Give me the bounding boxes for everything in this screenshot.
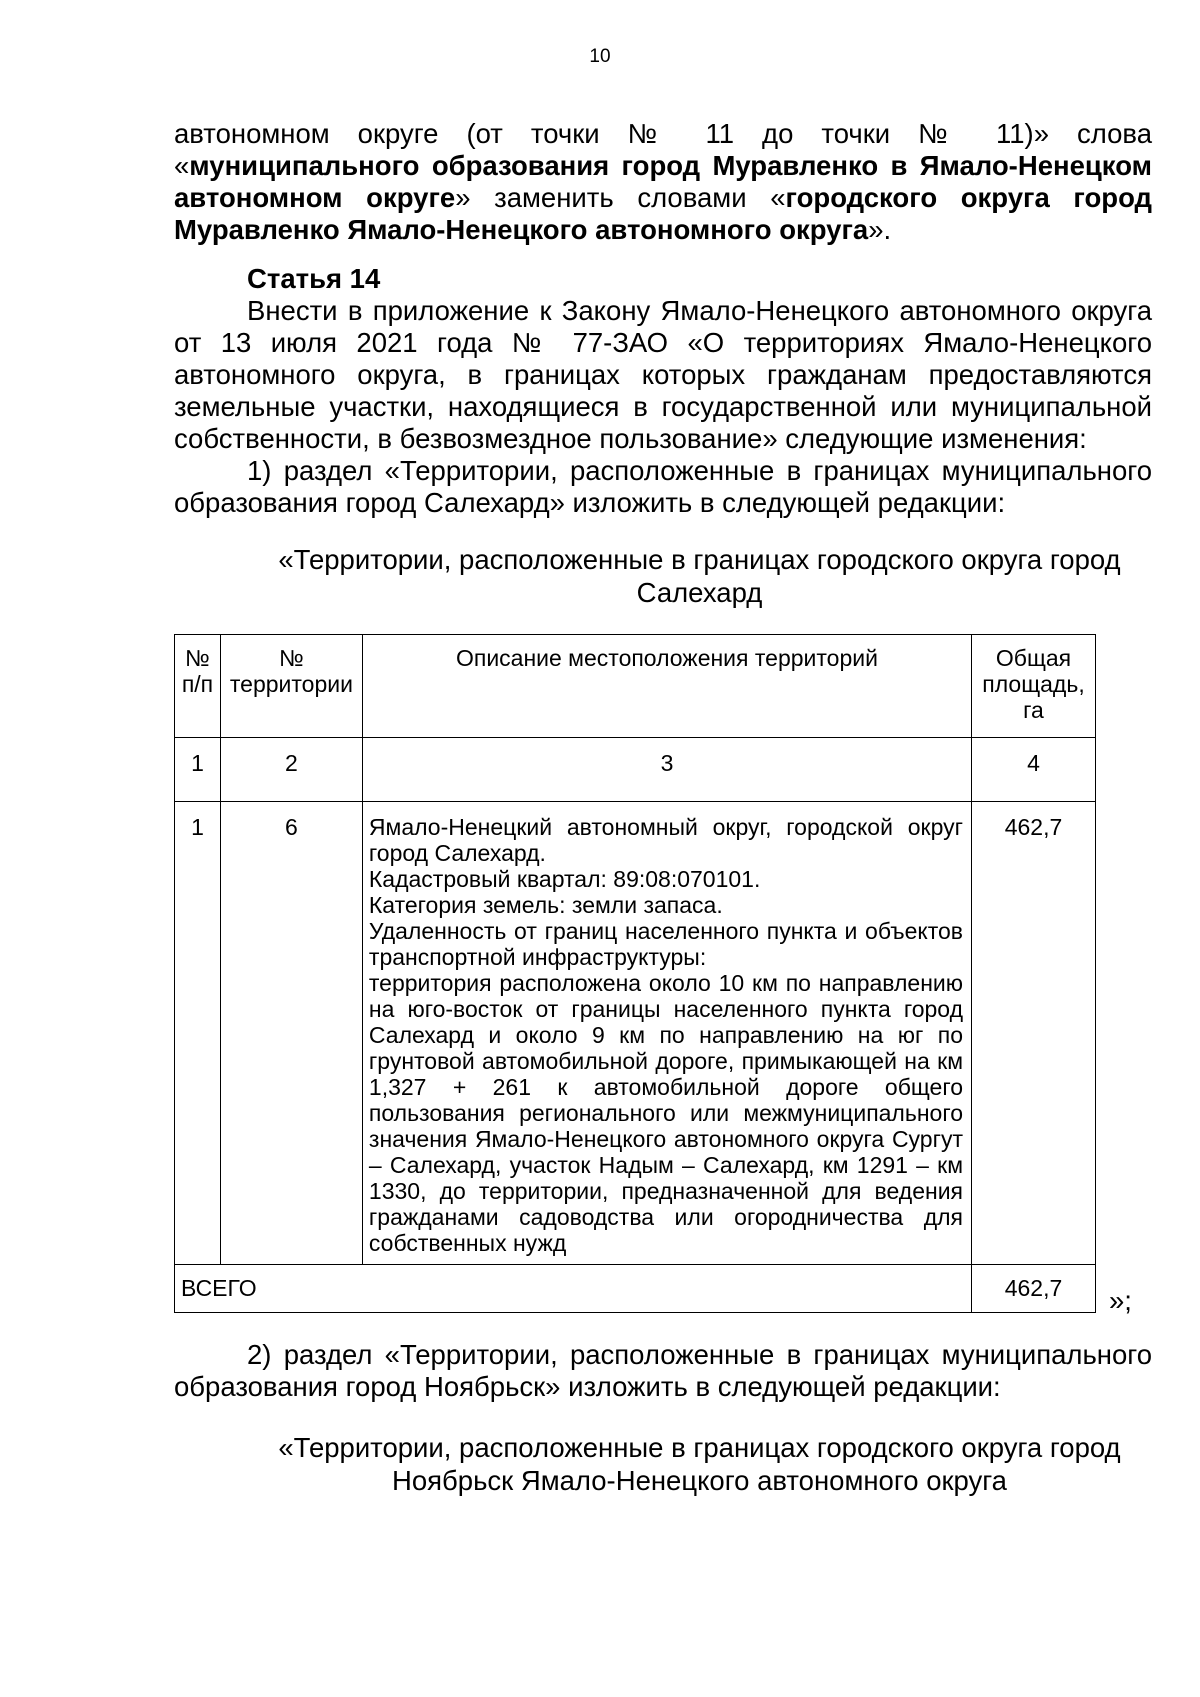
description-cell [362,802,971,1265]
item-2-text: 2) раздел «Территории, расположенные в границах муниципального образования город Ноябрьск» изложить в следующей редакции: [174,1339,1152,1402]
intro-paragraph [174,118,1152,246]
item-1-text: 1) раздел «Территории, расположенные в границах муниципального образования город Салехард» изложить в следующей редакции: [174,455,1152,518]
column-number-cell: 4 [972,738,1096,802]
section-1-title: «Территории, расположенные в границах городского округа город Салехард [278,544,1121,608]
description-line: территория расположена около 10 км по направлению на юго-восток от границы населенного пункта город Салехард и около 9 км по направлению на юг по грунтовой автомобильной дороге, примыкающей на км 1,327 + 261 к автомобильной дороге общего пользования регионального или межмуниципального значения Ямало-Ненецкого автономного округа Сургут – Салехард, участок Надым – Салехард, км 1291 – км 1330, до территории, предназначенной для ведения гражданами садоводства или огородничества для собственных нужд [368,970,964,1256]
header-area: Общая площадь, га [972,635,1096,738]
page-number: 10 [589,46,611,67]
header-row-number: № п/п [175,635,221,738]
column-number-cell: 2 [220,738,362,802]
article-text: Внести в приложение к Закону Ямало-Ненецкого автономного округа от 13 июля 2021 года № 77-ЗАО «О территориях Ямало-Ненецкого автономного округа, в границах которых гражданам предоставляются земельные участки, находящиеся в государственной или муниципальной собственности, в безвозмездное пользование» следующие изменения: [174,295,1152,454]
table-row [175,802,1096,1265]
table-closing-quote: »; [1109,1285,1132,1316]
table-wrapper [174,634,1152,1316]
section-2-title: «Территории, расположенные в границах городского округа город Ноябрьск Ямало-Ненецкого автономного округа [278,1432,1121,1496]
intro-text-2: » заменить словами « [455,182,786,213]
column-number-cell: 1 [175,738,221,802]
description-line: Ямало-Ненецкий автономный округ, городской округ город Салехард. [368,814,964,866]
intro-text-1: автономном округе (от точки № 11 до точки № 11)» слова « [174,118,1152,181]
total-label: ВСЕГО [175,1265,972,1313]
description-line: Категория земель: земли запаса. [368,892,723,918]
intro-text-3: ». [868,214,892,245]
row-number-cell: 1 [175,802,221,1265]
header-territory-number: № территории [220,635,362,738]
intro-bold-1: муниципального образования город Муравленко в Ямало-Ненецком автономном округе [174,150,1152,213]
total-area: 462,7 [972,1265,1096,1313]
document-body [174,118,1152,1497]
table-column-numbers-row [175,738,1096,802]
table-total-row [175,1265,1096,1313]
description-line: Кадастровый квартал: 89:08:070101. [368,866,761,892]
article-heading: Статья 14 [247,263,381,294]
territories-table [174,634,1096,1313]
intro-bold-2: городского округа город Муравленко Ямало-Ненецкого автономного округа [174,182,1152,245]
header-description: Описание местоположения территорий [362,635,971,738]
column-number-cell: 3 [362,738,971,802]
description-line: Удаленность от границ населенного пункта и объектов транспортной инфраструктуры: [368,918,964,970]
territory-number-cell: 6 [220,802,362,1265]
area-cell: 462,7 [972,802,1096,1265]
table-header-row [175,635,1096,738]
